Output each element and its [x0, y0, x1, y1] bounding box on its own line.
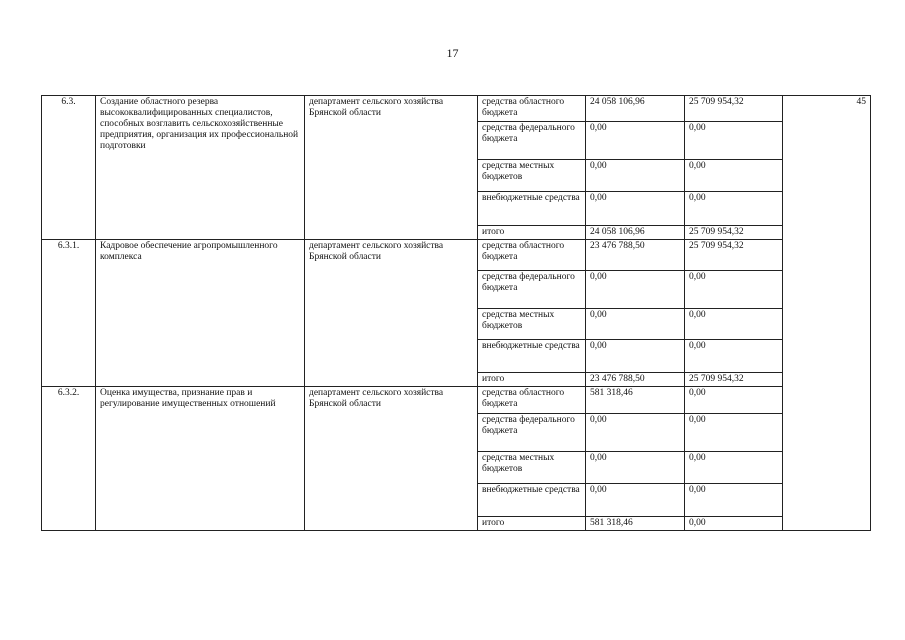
amount-year-2: 0,00 [685, 309, 783, 340]
section-title: Создание областного резерва высококвалифицированных специалистов, способных возглавить сельскохозяйственные предприятия, организация их профессиональной подготовки [96, 96, 305, 240]
funding-source: итого [478, 373, 586, 387]
amount-year-2: 25 709 954,32 [685, 240, 783, 271]
budget-table-body [42, 96, 871, 531]
amount-year-2: 0,00 [685, 340, 783, 373]
amount-year-1: 0,00 [586, 192, 685, 226]
table-row [42, 240, 871, 271]
amount-year-2: 0,00 [685, 192, 783, 226]
section-executor: департамент сельского хозяйства Брянской области [305, 387, 478, 531]
funding-source: средства местных бюджетов [478, 309, 586, 340]
section-title: Оценка имущества, признание прав и регулирование имущественных отношений [96, 387, 305, 531]
funding-source: внебюджетные средства [478, 484, 586, 517]
funding-source: итого [478, 226, 586, 240]
funding-source: итого [478, 517, 586, 531]
funding-source: внебюджетные средства [478, 192, 586, 226]
amount-year-2: 0,00 [685, 517, 783, 531]
funding-source: средства областного бюджета [478, 387, 586, 414]
funding-source: средства федерального бюджета [478, 271, 586, 309]
amount-year-2: 25 709 954,32 [685, 96, 783, 122]
amount-year-1: 0,00 [586, 160, 685, 192]
amount-year-2: 0,00 [685, 387, 783, 414]
budget-table [41, 95, 871, 531]
amount-year-1: 0,00 [586, 484, 685, 517]
funding-source: средства областного бюджета [478, 96, 586, 122]
section-number: 6.3.1. [42, 240, 96, 387]
section-number: 6.3.2. [42, 387, 96, 531]
amount-year-1: 24 058 106,96 [586, 96, 685, 122]
amount-year-2: 0,00 [685, 271, 783, 309]
page-number: 17 [446, 46, 459, 60]
amount-year-1: 0,00 [586, 340, 685, 373]
amount-year-1: 23 476 788,50 [586, 373, 685, 387]
table-row [42, 96, 871, 122]
amount-year-1: 0,00 [586, 271, 685, 309]
amount-year-1: 0,00 [586, 414, 685, 452]
section-executor: департамент сельского хозяйства Брянской области [305, 96, 478, 240]
section-title: Кадровое обеспечение агропромышленного комплекса [96, 240, 305, 387]
funding-source: средства федерального бюджета [478, 122, 586, 160]
funding-source: средства местных бюджетов [478, 452, 586, 484]
funding-source: средства областного бюджета [478, 240, 586, 271]
amount-year-2: 25 709 954,32 [685, 373, 783, 387]
amount-year-2: 0,00 [685, 452, 783, 484]
section-number: 6.3. [42, 96, 96, 240]
amount-year-1: 581 318,46 [586, 517, 685, 531]
funding-source: средства местных бюджетов [478, 160, 586, 192]
funding-source: внебюджетные средства [478, 340, 586, 373]
amount-year-2: 0,00 [685, 484, 783, 517]
amount-year-2: 0,00 [685, 414, 783, 452]
amount-year-1: 0,00 [586, 122, 685, 160]
extra-indicator: 45 [783, 96, 871, 531]
amount-year-2: 25 709 954,32 [685, 226, 783, 240]
table-row [42, 387, 871, 414]
section-executor: департамент сельского хозяйства Брянской области [305, 240, 478, 387]
amount-year-1: 23 476 788,50 [586, 240, 685, 271]
funding-source: средства федерального бюджета [478, 414, 586, 452]
amount-year-2: 0,00 [685, 160, 783, 192]
amount-year-1: 0,00 [586, 452, 685, 484]
amount-year-1: 581 318,46 [586, 387, 685, 414]
amount-year-1: 24 058 106,96 [586, 226, 685, 240]
amount-year-1: 0,00 [586, 309, 685, 340]
amount-year-2: 0,00 [685, 122, 783, 160]
